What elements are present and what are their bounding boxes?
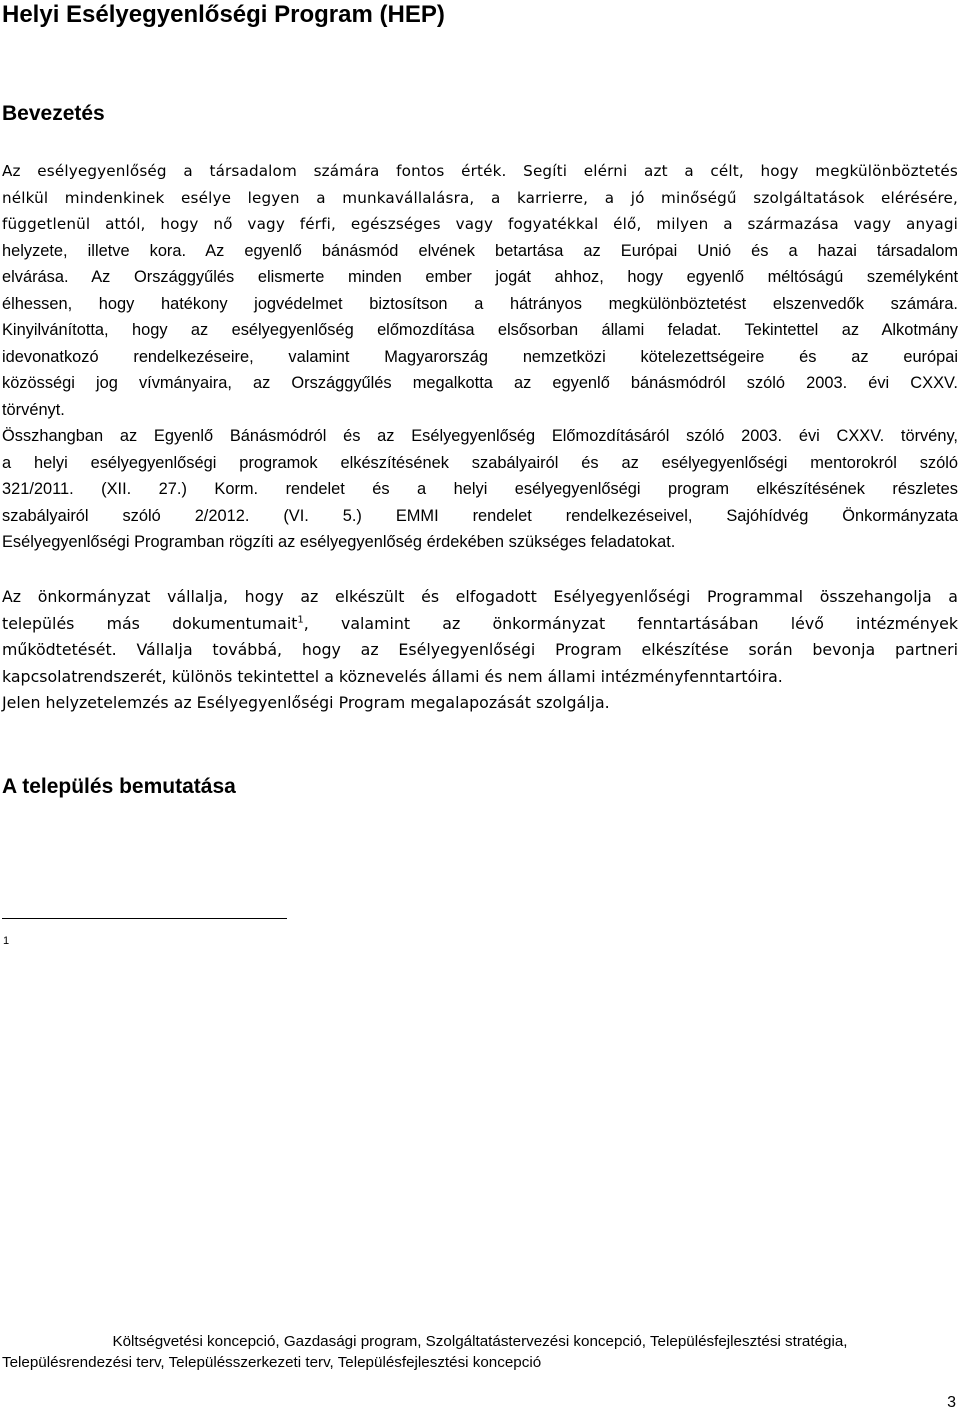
intro-line: elvárása. Az Országgyűlés elismerte minden ember jogát ahhoz, hogy egyenlő méltóságú személyként (2, 268, 958, 286)
commitment-text: település más dokumentumait (2, 613, 298, 633)
intro-line: idevonatkozó rendelkezéseire, valamint Magyarország nemzetközi kötelezettségeire és az európai (2, 347, 958, 366)
commitment-line: kapcsolatrendszerét, különös tekintettel a köznevelés állami és nem állami intézményfenntartóira. (2, 666, 783, 686)
intro-line: élhessen, hogy hatékony jogvédelmet biztosítson a hátrányos megkülönböztetést elszenvedők számára. (2, 294, 958, 313)
intro-line: Összhangban az Egyenlő Bánásmódról és az Esélyegyenlőség Előmozdításáról szóló 2003. évi CXXV. törvény, (2, 427, 958, 445)
intro-line: függetlenül attól, hogy nő vagy férfi, egészséges vagy fogyatékkal élő, milyen a származása vagy anyagi (2, 215, 958, 233)
intro-line: Kinyilvánította, hogy az esélyegyenlőség előmozdítása elsősorban állami feladat. Tekintettel az Alkotmány (2, 321, 958, 339)
section-heading-settlement: A település bemutatása (2, 775, 236, 798)
footer-line: Költségvetési koncepció, Gazdasági program, Szolgáltatástervezési koncepció, Településfejlesztési stratégia, (112, 1333, 848, 1350)
commitment-paragraph (2, 584, 958, 717)
footnote-marker: 1 (3, 935, 10, 947)
intro-line: a helyi esélyegyenlőségi programok elkészítésének szabályairól és az esélyegyenlőségi mentorokról szóló (2, 453, 958, 472)
section-heading-intro: Bevezetés (2, 102, 105, 125)
intro-paragraph (2, 158, 958, 556)
commitment-line (2, 611, 958, 638)
intro-line: szabályairól szóló 2/2012. (VI. 5.) EMMI rendelet rendelkezéseivel, Sajóhídvég Önkormányzata (2, 506, 958, 525)
intro-line: közösségi jog vívmányaira, az Országgyűlés megalkotta az egyenlő bánásmódról szóló 2003. évi CXXV. (2, 374, 958, 392)
intro-line: nélkül mindenkinek esélye legyen a munkavállalásra, a karrierre, a jó minőségű szolgáltatások elérésére, (2, 188, 958, 207)
footnote-separator (2, 918, 287, 919)
commitment-line: Az önkormányzat vállalja, hogy az elkészült és elfogadott Esélyegyenlőségi Programmal összehangolja a (2, 587, 958, 606)
intro-line: törvényt. (2, 400, 65, 419)
document-title: Helyi Esélyegyenlőségi Program (HEP) (2, 1, 445, 28)
intro-line: 321/2011. (XII. 27.) Korm. rendelet és a helyi esélyegyenlőségi program elkészítésének részletes (2, 480, 958, 498)
footnote-reference[interactable]: 1 (297, 614, 304, 626)
page-number: 3 (947, 1394, 956, 1411)
intro-line: Az esélyegyenlőség a társadalom számára fontos érték. Segíti elérni azt a célt, hogy megkülönböztetés (2, 162, 958, 180)
commitment-line: Jelen helyzetelemzés az Esélyegyenlőségi Program megalapozását szolgálja. (2, 693, 610, 712)
page-footer (2, 1331, 958, 1373)
footer-line: Településrendezési terv, Településszerkezeti terv, Településfejlesztési koncepció (2, 1354, 542, 1371)
commitment-line: működtetését. Vállalja továbbá, hogy az Esélyegyenlőségi Program elkészítése során bevonja partneri (2, 640, 958, 659)
intro-line: Esélyegyenlőségi Programban rögzíti az esélyegyenlőség érdekében szükséges feladatokat. (2, 533, 676, 551)
intro-line: helyzete, illetve kora. Az egyenlő bánásmód elvének betartása az Európai Unió és a hazai társadalom (2, 241, 958, 260)
commitment-text: , valamint az önkormányzat fenntartásában lévő intézmények (303, 613, 958, 633)
